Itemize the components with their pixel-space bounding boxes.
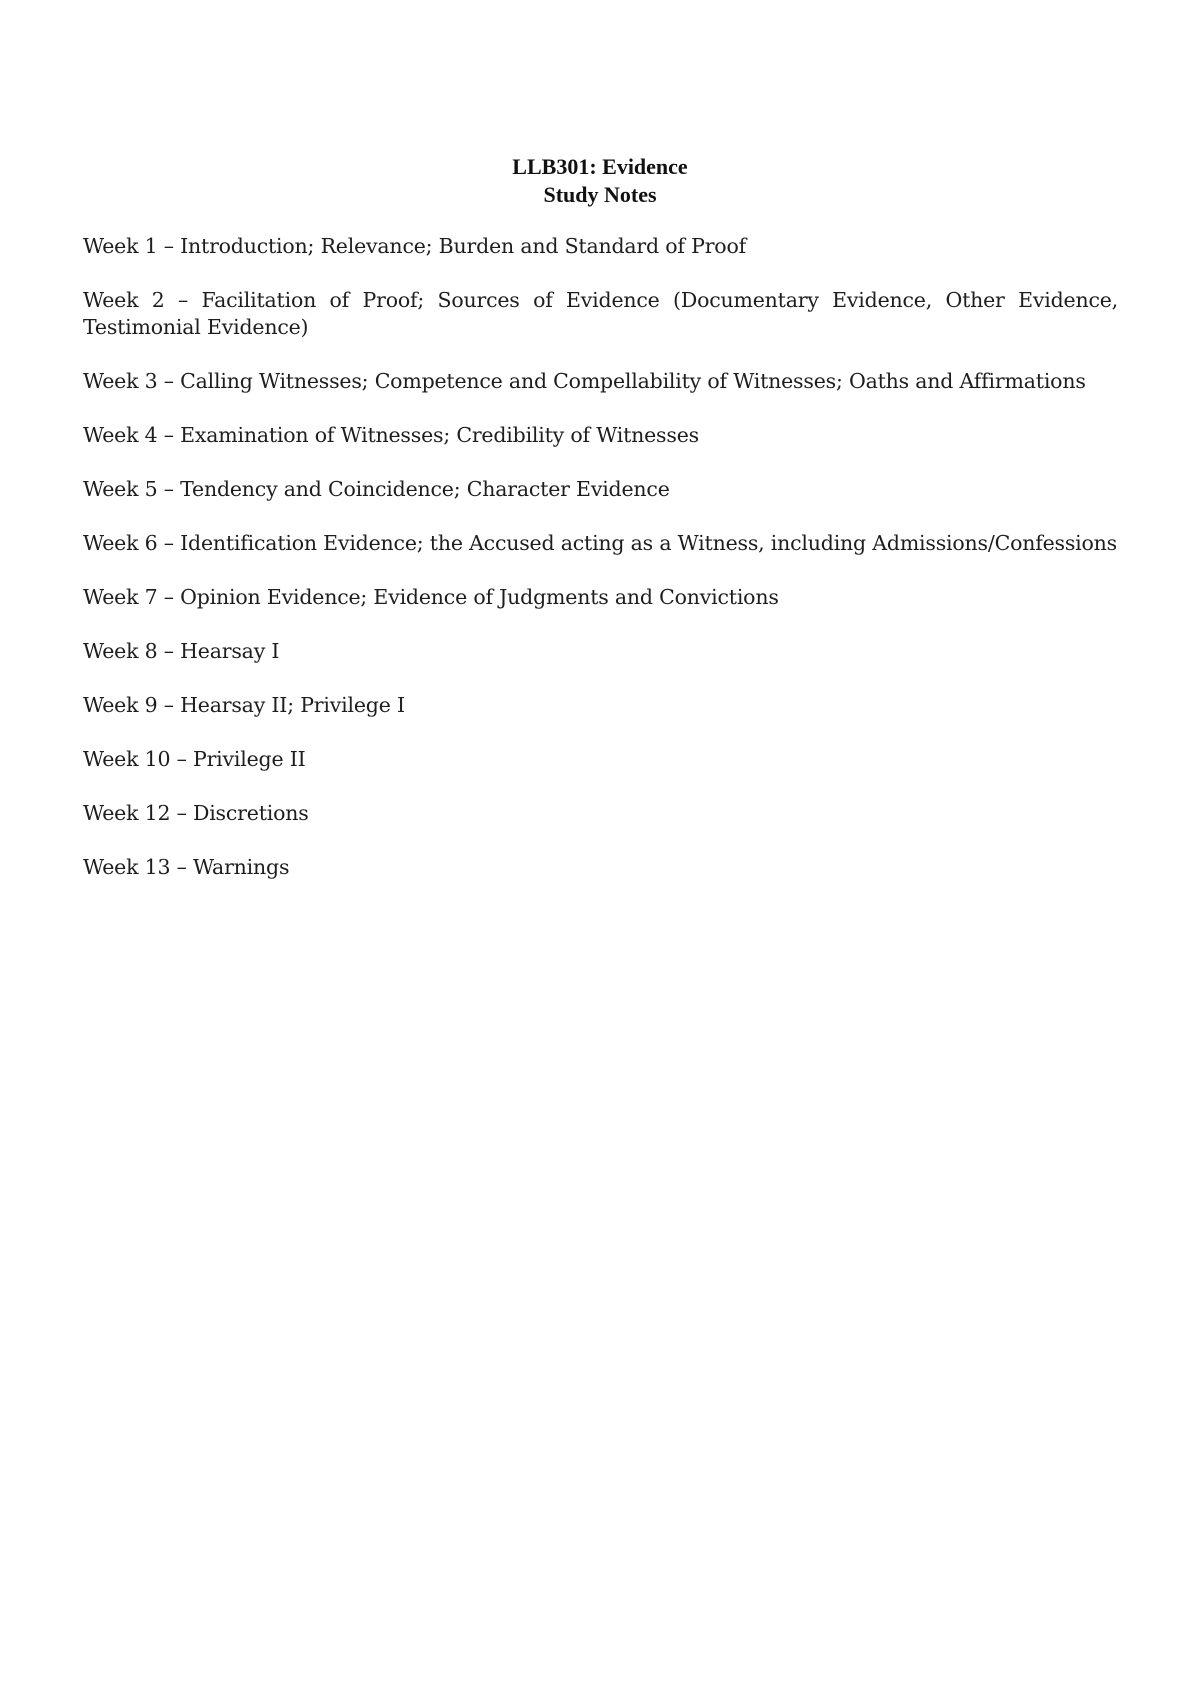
week-topic-item: Week 6 – Identification Evidence; the Accused acting as a Witness, including Admissions/Confessions [83, 531, 1117, 555]
week-topic-item: Week 5 – Tendency and Coincidence; Character Evidence [83, 477, 670, 501]
week-topic-item: Week 9 – Hearsay II; Privilege I [83, 693, 405, 717]
week-topic-item: Week 12 – Discretions [83, 801, 309, 825]
week-topic-item: Week 3 – Calling Witnesses; Competence and Compellability of Witnesses; Oaths and Affirmations [83, 369, 1086, 393]
week-topic-item: Week 2 – Facilitation of Proof; Sources of Evidence (Documentary Evidence, Other Evidence, Testimonial Evidence) [83, 288, 1118, 339]
week-topic-item: Week 13 – Warnings [83, 855, 290, 879]
document-title: LLB301: Evidence [512, 154, 688, 179]
week-topic-item: Week 4 – Examination of Witnesses; Credibility of Witnesses [83, 423, 699, 447]
week-topic-item: Week 8 – Hearsay I [83, 639, 280, 663]
document-header [0, 153, 1200, 209]
week-topic-item: Week 7 – Opinion Evidence; Evidence of Judgments and Convictions [83, 585, 779, 609]
document-subtitle: Study Notes [543, 182, 657, 207]
week-topic-item: Week 10 – Privilege II [83, 747, 306, 771]
week-topics-list [83, 233, 1118, 908]
week-topic-item: Week 1 – Introduction; Relevance; Burden and Standard of Proof [83, 234, 746, 258]
